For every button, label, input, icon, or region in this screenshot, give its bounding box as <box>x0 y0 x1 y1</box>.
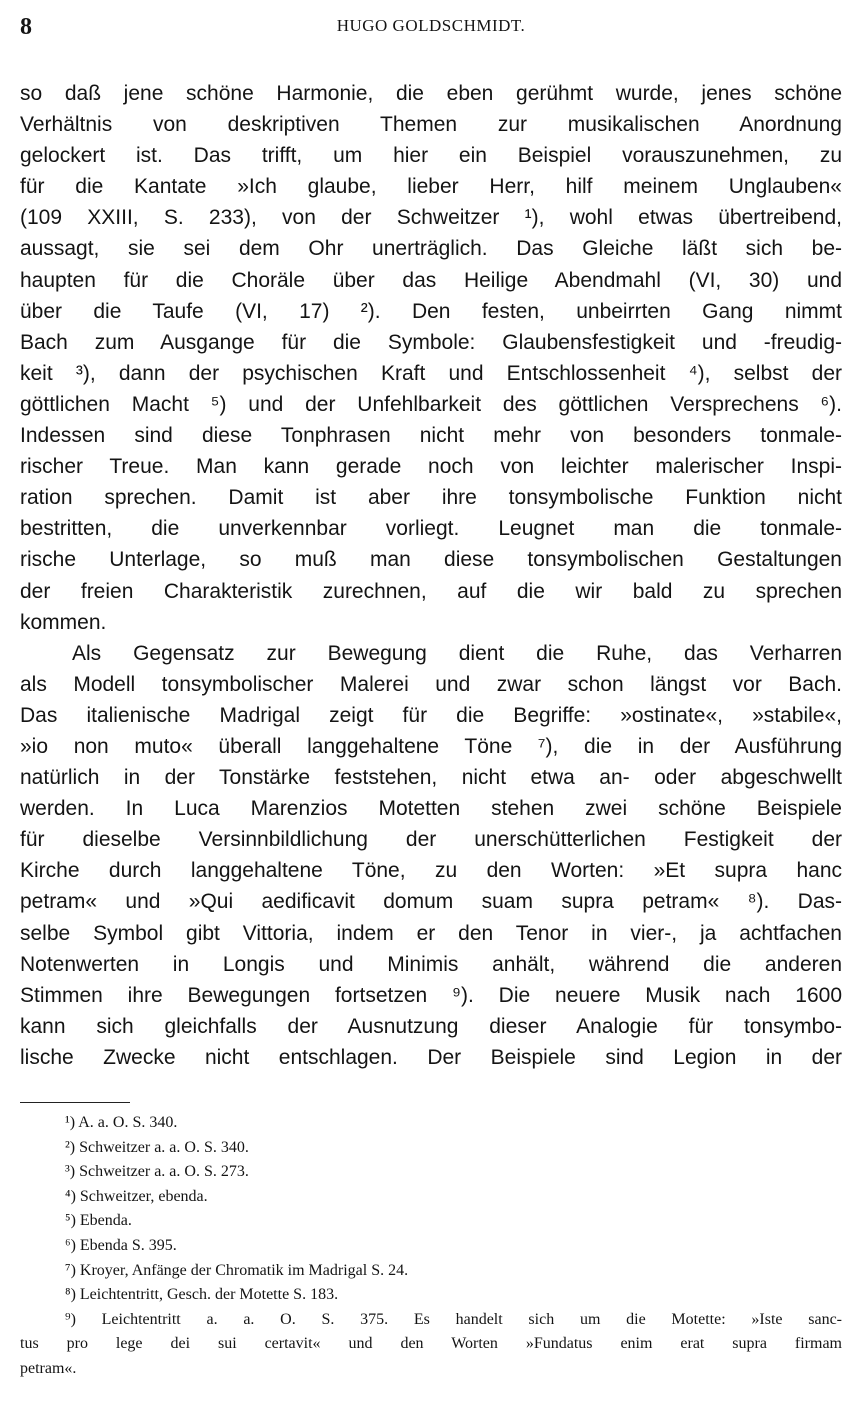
text-line: Indessen sind diese Tonphrasen nicht mehr von besonders tonmale- <box>20 424 842 448</box>
footnote: ²) Schweitzer a. a. O. S. 340. <box>65 1138 249 1156</box>
text-line: selbe Symbol gibt Vittoria, indem er den Tenor in vier-, ja achtfachen <box>20 921 842 945</box>
running-title: HUGO GOLDSCHMIDT. <box>336 16 526 35</box>
text-line: »io non muto« überall langgehaltene Töne ⁷), die in der Ausführung <box>20 734 842 758</box>
text-line: ration sprechen. Damit ist aber ihre tonsymbolische Funktion nicht <box>20 486 842 510</box>
text-line: petram« und »Qui aedificavit domum suam supra petram« ⁸). Das- <box>20 890 842 914</box>
page-number: 8 <box>20 14 32 40</box>
footnote: ⁴) Schweitzer, ebenda. <box>65 1187 208 1205</box>
text-line: göttlichen Macht ⁵) und der Unfehlbarkeit des göttlichen Versprechens ⁶). <box>20 392 842 416</box>
text-line: rischer Treue. Man kann gerade noch von leichter malerischer Inspi- <box>20 455 842 479</box>
footnote: ⁷) Kroyer, Anfänge der Chromatik im Madrigal S. 24. <box>65 1261 409 1279</box>
text-line: Als Gegensatz zur Bewegung dient die Ruhe, das Verharren <box>72 641 842 665</box>
text-line: Stimmen ihre Bewegungen fortsetzen ⁹). Die neuere Musik nach 1600 <box>20 983 842 1007</box>
footnote-continuation: tus pro lege dei sui certavit« und den Worten »Fundatus enim erat supra firmam <box>20 1335 842 1353</box>
footnotes <box>20 1111 842 1382</box>
text-line: Notenwerten in Longis und Minimis anhält, während die anderen <box>20 952 842 976</box>
footnote: ¹) A. a. O. S. 340. <box>65 1114 178 1131</box>
text-line: für dieselbe Versinnbildlichung der unerschütterlichen Festigkeit der <box>20 828 842 852</box>
text-line: über die Taufe (VI, 17) ²). Den festen, unbeirrten Gang nimmt <box>20 299 842 323</box>
text-line: Verhältnis von deskriptiven Themen zur musikalischen Anordnung <box>20 113 842 137</box>
footnote: ⁵) Ebenda. <box>65 1212 132 1230</box>
text-line: rische Unterlage, so muß man diese tonsymbolischen Gestaltungen <box>20 548 842 572</box>
text-line: kommen. <box>20 610 107 634</box>
text-line: Das italienische Madrigal zeigt für die Begriffe: »ostinate«, »stabile«, <box>20 703 842 727</box>
footnote: ³) Schweitzer a. a. O. S. 273. <box>65 1163 249 1181</box>
footnote: ⁸) Leichtentritt, Gesch. der Motette S. 183. <box>65 1286 339 1304</box>
text-line: (109 XXIII, S. 233), von der Schweitzer ¹), wohl etwas übertreibend, <box>20 206 842 230</box>
text-line: als Modell tonsymbolischer Malerei und zwar schon längst vor Bach. <box>20 672 842 696</box>
text-line: natürlich in der Tonstärke feststehen, nicht etwa an- oder abgeschwellt <box>20 766 842 790</box>
text-line: haupten für die Choräle über das Heilige Abendmahl (VI, 30) und <box>20 268 842 292</box>
footnote: ⁹) Leichtentritt a. a. O. S. 375. Es handelt sich um die Motette: »Iste sanc- <box>65 1310 842 1328</box>
body-text <box>20 78 842 1073</box>
text-line: so daß jene schöne Harmonie, die eben gerühmt wurde, jenes schöne <box>20 82 842 105</box>
text-line: werden. In Luca Marenzios Motetten stehen zwei schöne Beispiele <box>20 797 842 821</box>
text-line: für die Kantate »Ich glaube, lieber Herr, hilf meinem Unglauben« <box>20 175 842 199</box>
text-line: keit ³), dann der psychischen Kraft und Entschlossenheit ⁴), selbst der <box>20 361 842 385</box>
text-line: der freien Charakteristik zurechnen, auf die wir bald zu sprechen <box>20 579 842 603</box>
text-line: Kirche durch langgehaltene Töne, zu den Worten: »Et supra hanc <box>20 859 842 883</box>
footnote-continuation: petram«. <box>20 1359 77 1377</box>
text-line: aussagt, sie sei dem Ohr unerträglich. Das Gleiche läßt sich be- <box>20 237 842 261</box>
text-line: lische Zwecke nicht entschlagen. Der Beispiele sind Legion in der <box>20 1045 842 1069</box>
text-line: kann sich gleichfalls der Ausnutzung dieser Analogie für tonsymbo- <box>20 1014 842 1038</box>
footnote: ⁶) Ebenda S. 395. <box>65 1236 177 1254</box>
page-header <box>20 14 842 42</box>
footnote-divider <box>20 1102 130 1103</box>
text-line: gelockert ist. Das trifft, um hier ein Beispiel vorauszunehmen, zu <box>20 144 842 168</box>
text-line: bestritten, die unverkennbar vorliegt. Leugnet man die tonmale- <box>20 517 842 541</box>
text-line: Bach zum Ausgange für die Symbole: Glaubensfestigkeit und -freudig- <box>20 330 842 354</box>
